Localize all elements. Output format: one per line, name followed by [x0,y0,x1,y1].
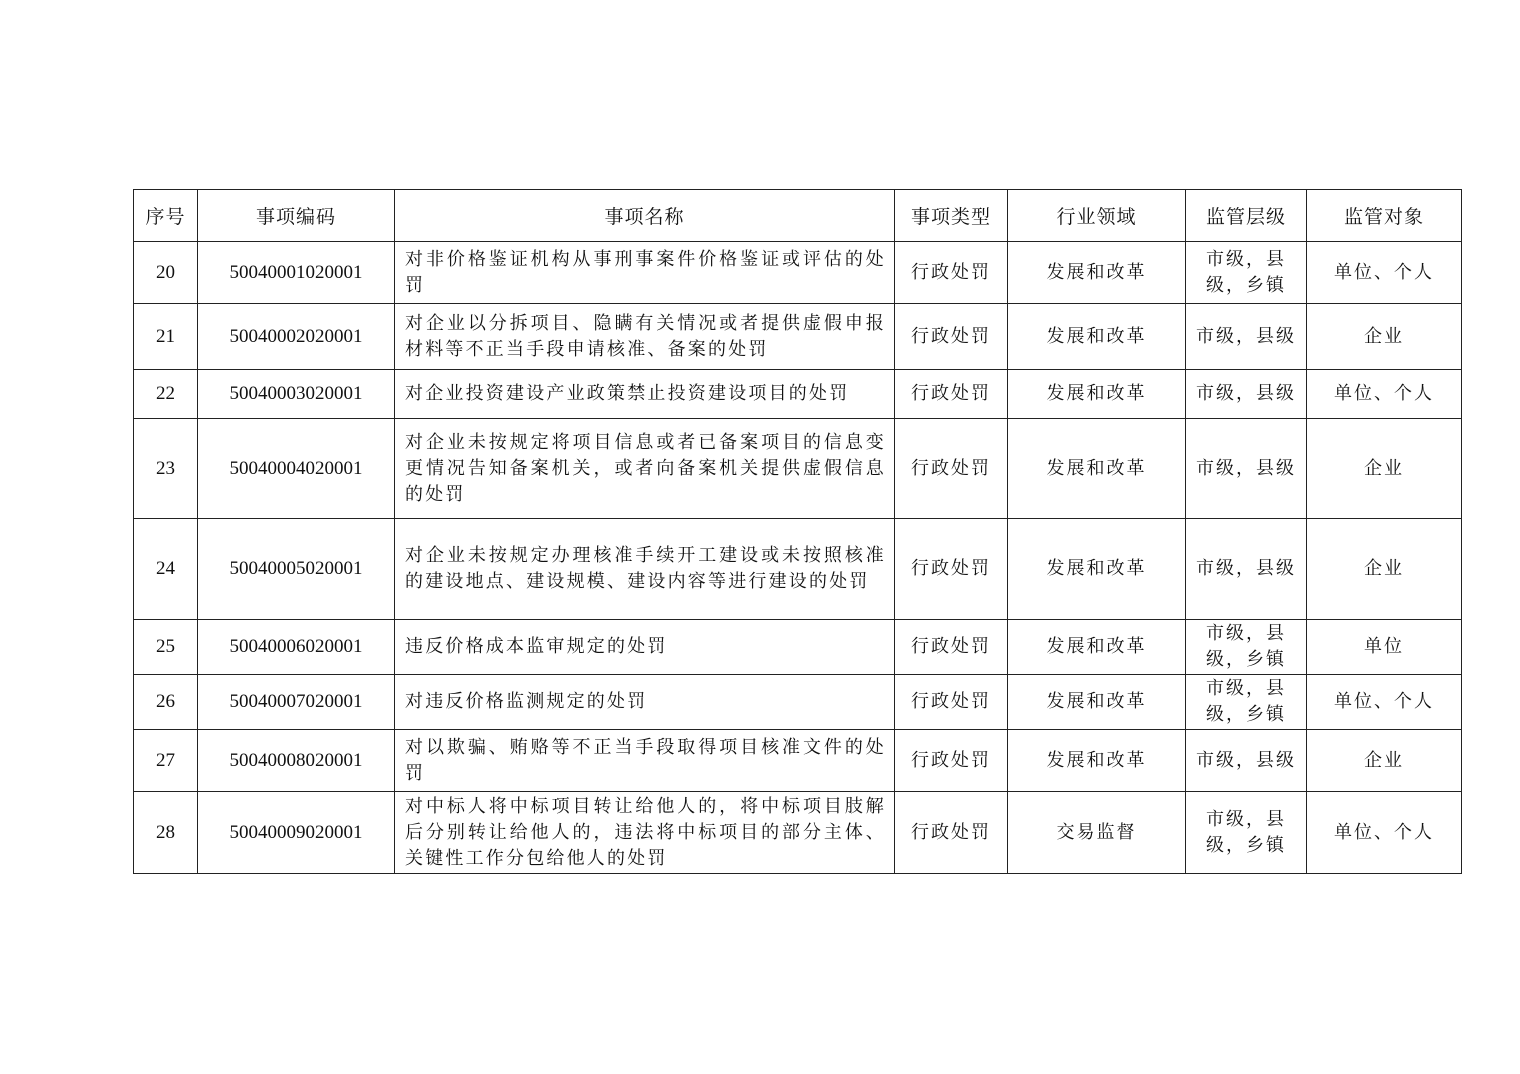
table-row [134,370,1462,419]
row-no: 23 [134,419,198,519]
table-row [134,792,1462,874]
row-name: 对非价格鉴证机构从事刑事案件价格鉴证或评估的处罚 [395,242,895,304]
row-target: 单位、个人 [1307,792,1462,874]
row-target: 企业 [1307,419,1462,519]
row-name: 对中标人将中标项目转让给他人的，将中标项目肢解后分别转让给他人的，违法将中标项目的部分主体、关键性工作分包给他人的处罚 [395,792,895,874]
row-level: 市级，县级，乡镇 [1186,620,1307,675]
row-type: 行政处罚 [895,519,1008,620]
row-target: 单位、个人 [1307,242,1462,304]
table-row [134,620,1462,675]
row-level: 市级，县级 [1186,419,1307,519]
row-name: 对企业未按规定办理核准手续开工建设或未按照核准的建设地点、建设规模、建设内容等进行建设的处罚 [395,519,895,620]
row-field: 发展和改革 [1008,730,1186,792]
row-code: 50040004020001 [198,419,395,519]
row-target: 企业 [1307,519,1462,620]
row-field: 发展和改革 [1008,242,1186,304]
row-name: 对以欺骗、贿赂等不正当手段取得项目核准文件的处罚 [395,730,895,792]
row-field: 交易监督 [1008,792,1186,874]
row-level: 市级，县级 [1186,370,1307,419]
row-code: 50040001020001 [198,242,395,304]
header-field: 行业领域 [1008,190,1186,242]
header-code: 事项编码 [198,190,395,242]
row-code: 50040007020001 [198,675,395,730]
row-target: 企业 [1307,730,1462,792]
table-row [134,519,1462,620]
header-name: 事项名称 [395,190,895,242]
table-header-row [134,190,1462,242]
row-level: 市级，县级 [1186,304,1307,370]
row-name: 对企业投资建设产业政策禁止投资建设项目的处罚 [395,370,895,419]
row-code: 50040006020001 [198,620,395,675]
table-row [134,419,1462,519]
row-no: 26 [134,675,198,730]
row-level: 市级，县级 [1186,519,1307,620]
header-no: 序号 [134,190,198,242]
row-type: 行政处罚 [895,370,1008,419]
row-code: 50040003020001 [198,370,395,419]
row-name: 对企业未按规定将项目信息或者已备案项目的信息变更情况告知备案机关，或者向备案机关提供虚假信息的处罚 [395,419,895,519]
row-field: 发展和改革 [1008,519,1186,620]
row-no: 21 [134,304,198,370]
table-row [134,675,1462,730]
table-row [134,304,1462,370]
row-type: 行政处罚 [895,792,1008,874]
row-code: 50040008020001 [198,730,395,792]
row-no: 27 [134,730,198,792]
row-name: 对企业以分拆项目、隐瞒有关情况或者提供虚假申报材料等不正当手段申请核准、备案的处罚 [395,304,895,370]
header-level: 监管层级 [1186,190,1307,242]
row-no: 22 [134,370,198,419]
row-name: 违反价格成本监审规定的处罚 [395,620,895,675]
row-target: 单位、个人 [1307,675,1462,730]
row-type: 行政处罚 [895,675,1008,730]
row-level: 市级，县级 [1186,730,1307,792]
regulatory-items-table [133,189,1462,874]
table-row [134,730,1462,792]
row-type: 行政处罚 [895,730,1008,792]
header-type: 事项类型 [895,190,1008,242]
row-no: 24 [134,519,198,620]
row-code: 50040009020001 [198,792,395,874]
row-type: 行政处罚 [895,242,1008,304]
row-field: 发展和改革 [1008,675,1186,730]
row-field: 发展和改革 [1008,419,1186,519]
row-target: 单位、个人 [1307,370,1462,419]
row-type: 行政处罚 [895,304,1008,370]
row-no: 25 [134,620,198,675]
row-level: 市级，县级，乡镇 [1186,792,1307,874]
row-no: 28 [134,792,198,874]
row-target: 单位 [1307,620,1462,675]
row-no: 20 [134,242,198,304]
row-field: 发展和改革 [1008,620,1186,675]
row-field: 发展和改革 [1008,304,1186,370]
row-code: 50040005020001 [198,519,395,620]
row-target: 企业 [1307,304,1462,370]
table-row [134,242,1462,304]
row-level: 市级，县级，乡镇 [1186,242,1307,304]
header-target: 监管对象 [1307,190,1462,242]
row-level: 市级，县级，乡镇 [1186,675,1307,730]
row-type: 行政处罚 [895,419,1008,519]
row-type: 行政处罚 [895,620,1008,675]
row-code: 50040002020001 [198,304,395,370]
row-field: 发展和改革 [1008,370,1186,419]
row-name: 对违反价格监测规定的处罚 [395,675,895,730]
